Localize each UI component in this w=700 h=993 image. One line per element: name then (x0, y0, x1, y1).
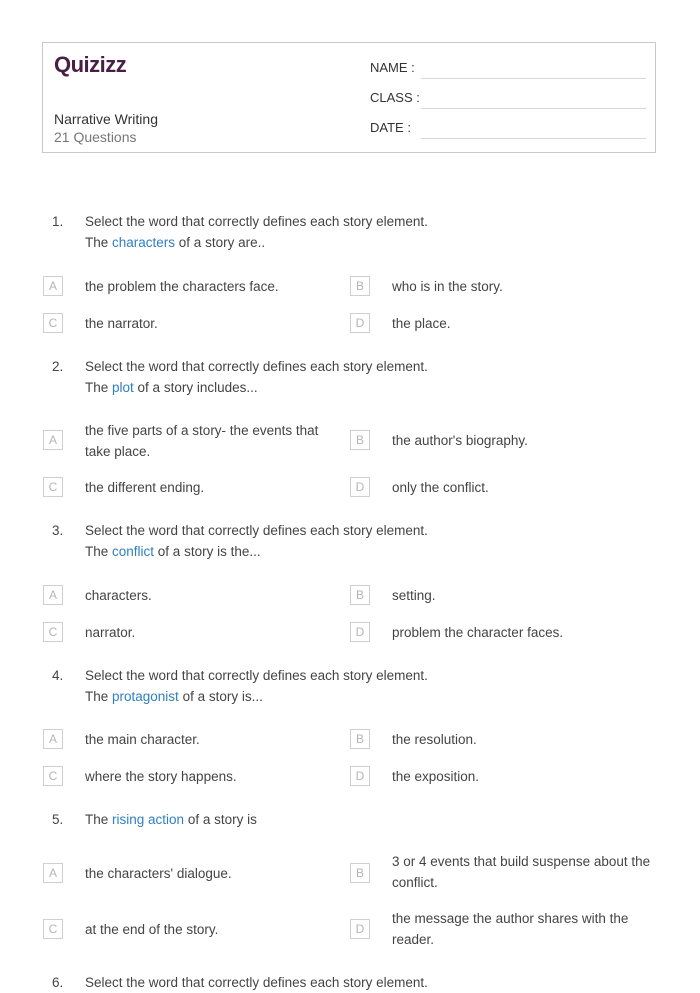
question-subprompt: The plot of a story includes... (85, 380, 258, 395)
question-subprompt: The protagonist of a story is... (85, 689, 263, 704)
name-line (421, 78, 646, 79)
option-a-box[interactable]: A (43, 585, 63, 605)
keyword: plot (112, 380, 134, 395)
question-number: 2. (52, 359, 64, 374)
option-b-text: 3 or 4 events that build suspense about the conflict. (392, 854, 651, 890)
question-text (85, 520, 428, 562)
option-c-text: at the end of the story. (85, 922, 219, 937)
question-prompt: Select the word that correctly defines each story element. (85, 523, 428, 538)
option-a-box[interactable]: A (43, 863, 63, 883)
worksheet-header (42, 42, 656, 153)
option-c-box[interactable]: C (43, 313, 63, 333)
class-label: CLASS : (370, 90, 420, 105)
option-b-box[interactable]: B (350, 863, 370, 883)
question-number: 1. (52, 214, 64, 229)
question-prompt: Select the word that correctly defines each story element. (85, 668, 428, 683)
date-line (421, 138, 646, 139)
option-d-box[interactable]: D (350, 919, 370, 939)
option-d-box[interactable]: D (350, 766, 370, 786)
name-label: NAME : (370, 60, 415, 75)
option-c-text: the different ending. (85, 480, 205, 495)
keyword: characters (112, 235, 176, 250)
option-a-box[interactable]: A (43, 276, 63, 296)
option-b-text: the resolution. (392, 732, 477, 747)
date-label: DATE : (370, 120, 411, 135)
option-c-text: narrator. (85, 625, 136, 640)
option-a-text: characters. (85, 588, 152, 603)
question-prompt: Select the word that correctly defines each story element. (85, 359, 428, 374)
option-b-text: the author's biography. (392, 433, 528, 448)
option-c-box[interactable]: C (43, 919, 63, 939)
option-d-text: the message the author shares with the reader. (392, 911, 629, 947)
option-a-text: the main character. (85, 732, 200, 747)
option-b-box[interactable]: B (350, 430, 370, 450)
question-prompt: The rising action of a story is (85, 812, 257, 827)
option-d-text: the exposition. (392, 769, 480, 784)
option-d-text: only the conflict. (392, 480, 489, 495)
question-number: 5. (52, 812, 64, 827)
option-c-text: where the story happens. (85, 769, 237, 784)
question-number: 3. (52, 523, 64, 538)
question-text (85, 356, 428, 398)
worksheet-title: Narrative Writing (54, 111, 158, 127)
question-count: 21 Questions (54, 129, 137, 145)
keyword: protagonist (112, 689, 179, 704)
class-line (421, 108, 646, 109)
option-b-box[interactable]: B (350, 585, 370, 605)
option-d-text: problem the character faces. (392, 625, 564, 640)
option-b-box[interactable]: B (350, 276, 370, 296)
option-c-box[interactable]: C (43, 622, 63, 642)
option-c-box[interactable]: C (43, 766, 63, 786)
option-a-box[interactable]: A (43, 430, 63, 450)
option-b-text: setting. (392, 588, 436, 603)
option-a-text: the five parts of a story- the events that take place. (85, 423, 319, 459)
keyword: conflict (112, 544, 155, 559)
option-d-box[interactable]: D (350, 313, 370, 333)
question-subprompt: The conflict of a story is the... (85, 544, 261, 559)
question-text (85, 665, 428, 707)
question-text (85, 809, 257, 830)
option-d-box[interactable]: D (350, 477, 370, 497)
option-b-box[interactable]: B (350, 729, 370, 749)
option-d-box[interactable]: D (350, 622, 370, 642)
question-number: 4. (52, 668, 64, 683)
question-number: 6. (52, 975, 64, 990)
option-a-text: the problem the characters face. (85, 279, 279, 294)
option-a-box[interactable]: A (43, 729, 63, 749)
option-a-text: the characters' dialogue. (85, 866, 232, 881)
quizizz-logo: Quizizz (54, 52, 127, 77)
question-text (85, 211, 428, 253)
question-prompt: Select the word that correctly defines each story element. (85, 214, 428, 229)
option-b-text: who is in the story. (392, 279, 503, 294)
option-d-text: the place. (392, 316, 451, 331)
keyword: rising action (112, 812, 185, 827)
option-c-box[interactable]: C (43, 477, 63, 497)
question-subprompt: The characters of a story are.. (85, 235, 266, 250)
option-c-text: the narrator. (85, 316, 158, 331)
question-prompt: Select the word that correctly defines each story element. (85, 975, 428, 990)
